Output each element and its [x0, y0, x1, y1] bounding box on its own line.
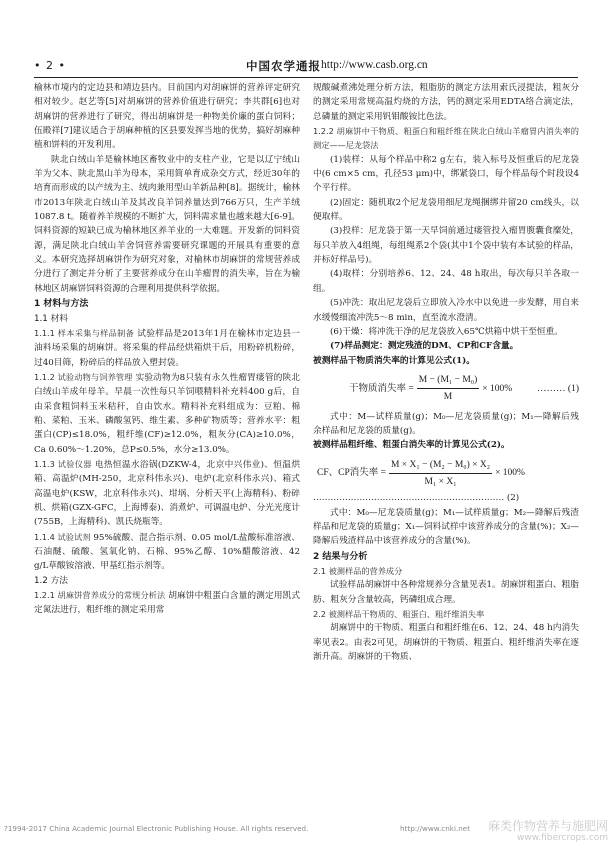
subhead-animals: 1.1.2 试验动物与饲养管理 — [34, 371, 133, 382]
step-loading: (1)装样：从每个样品中称2 g左右，装入标号及恒重后的尼龙袋中(6 cm×5 cm，孔径53 μm)中，绑紧袋口，每个样品每个时段设4个平行样。 — [313, 154, 579, 194]
formula2-note: 式中：M₀—尼龙袋质量(g)；M₁—试样质量g；M₂—降解后残渣样品和尼龙袋的质量g；X₁—饲料试样中该营养成分的含量(%)；X₂—降解后残渣样品中该营养成分的含量(%)。 — [313, 507, 579, 547]
subhead-disappearance-rate: 2.2 被测样品干物质的、粗蛋白、粗纤维消失率 — [313, 609, 485, 620]
formula1-intro: 被测样品干物质消失率的计算见公式(1)。 — [313, 355, 475, 366]
paragraph-nutrient-composition: 试验样品胡麻饼中各种常规养分含量见表1。胡麻饼粗蛋白、粗脂肪、粗灰分含量较高，钙磷组成合理。 — [313, 580, 579, 605]
formula2-number: ………………………………………………………… (2) — [313, 493, 520, 504]
subhead-nylon-bag-method: 1.2.2 胡麻饼中干物质、粗蛋白和粗纤维在陕北白绒山羊瘤胃内消失率的测定——尼龙袋法 — [313, 126, 579, 151]
journal-name: 中国农学通报 — [246, 59, 321, 73]
site-watermark — [488, 820, 608, 843]
subhead-sample-collection: 1.1.1 样本采集与样品制备 — [34, 327, 135, 338]
step-sampling: (4)取样：分别培养6、12、24、48 h取出，每次每只羊各取一组。 — [313, 269, 579, 294]
body-routine-analysis: 胡麻饼中粗蛋白含量的测定用凯式定氮法进行，粗纤维的测定采用常 — [34, 591, 301, 616]
subhead-reagents: 1.1.4 试验试剂 — [34, 531, 91, 542]
formula2-lhs: CF、CP消失率 = — [317, 468, 386, 479]
journal-url[interactable]: http://www.casb.org.cn — [321, 59, 428, 71]
formula1-numerator: M − (M₁ − M₀) — [417, 373, 480, 389]
formula1-number: ……… (1) — [537, 383, 579, 394]
subhead-instruments: 1.1.3 试验仪器 — [34, 458, 92, 469]
paragraph-sample-collection — [34, 326, 300, 370]
formula1-lhs: 干物质消失率 = — [349, 383, 414, 394]
header-rule — [34, 77, 578, 78]
formula2-denominator: M₁ × X₁ — [424, 476, 457, 487]
paragraph-disappearance-rate: 胡麻饼中的干物质、粗蛋白和粗纤维在6、12、24、48 h内消失率见表2。由表2可见，胡麻饼的干物质、粗蛋白、粗纤维消失率在逐渐升高。胡麻饼的干物质、 — [313, 623, 579, 663]
formula2-tail: × 100% — [495, 468, 525, 479]
formula1-note: 式中：M—试样质量(g)；M₀—尼龙袋质量(g)；M₁—降解后残余样品和尼龙袋的质量(g)。 — [313, 411, 579, 436]
watermark-en: www.fibercrops.com — [517, 833, 608, 843]
step-drying: (6)干燥：将冲洗干净的尼龙袋放入65℃烘箱中烘干至恒重。 — [330, 326, 563, 337]
formula1-fraction — [417, 373, 480, 405]
paragraph-routine-analysis-continued: 规酸碱煮沸处理分析方法，粗脂肪的测定方法用索氏浸提法，粗灰分的测定采用常规高温灼烧的方法，钙的测定采用EDTA络合滴定法，总磷量的测定采用钒钼酸铵比色法。 — [313, 83, 579, 122]
paragraph-animals — [34, 370, 300, 457]
subhead-nutrient-composition: 2.1 被测样品的营养成分 — [313, 566, 403, 576]
copyright-notice: ?1994-2017 China Academic Journal Electronic Publishing House. All rights reserved. — [4, 824, 309, 833]
left-column — [34, 81, 300, 618]
section-heading-results: 2 结果与分析 — [313, 551, 368, 562]
formula1-tail: × 100% — [482, 383, 513, 394]
formula-cf-cp — [313, 458, 579, 490]
section-heading-materials-methods: 1 材料与方法 — [34, 299, 89, 310]
subhead-routine-analysis: 1.2.1 胡麻饼营养成分的常规分析法 — [34, 590, 166, 601]
intro-paragraph-goat: 陕北白绒山羊是榆林地区畜牧业中的支柱产业，它是以辽宁绒山羊为父本、陕北黑山羊为母本，采用简单育成杂交方式，经近30年的培育而形成的以产绒为主、绒肉兼用型山羊新品种[8]。据统计，榆林市2013年陕北白绒山羊及其改良羊饲养量达到766万只，生产羊绒1087.8 t。随着养羊规模的不断扩大，饲料需求量也越来越大[6-9]。饲料资源的短缺已成为榆林地区养羊业的一大难题。开发新的饲料资源，满足陕北白绒山羊舍饲营养需要研究课题的开展具有重要的意义。本研究选择胡麻饼作为研究对象，对榆林市胡麻饼的常规营养成分进行了测定并分析了主要营养成分在山羊瘤胃的消失率，旨在为榆林地区胡麻饼饲料资源的合理利用提供科学依据。 — [34, 154, 300, 294]
subsection-heading-methods: 1.2 方法 — [34, 575, 68, 586]
formula-dry-matter — [313, 373, 579, 405]
formula2-fraction — [389, 458, 492, 490]
body-instruments: 电热恒温水浴锅(DZKW-4，北京中兴伟业)、恒温烘箱、高温炉(MH-250，北京科伟永兴)、电炉(北京科伟永兴)、箱式高温电炉(KSW，北京科伟永兴)、坩埚、分析天平(上海精科)、粉碎机、烘箱(GZX-GFC，上海博泰)、消煮炉、可调温电炉、分光光度计(755B，上海精科)、凯氏烧瓶等。 — [34, 459, 301, 528]
running-header — [34, 58, 578, 76]
paragraph-routine-analysis — [34, 588, 300, 618]
subsection-heading-materials: 1.1 材料 — [34, 313, 68, 324]
right-column — [313, 81, 579, 664]
page-number: • 2 • — [34, 59, 66, 72]
body-sample-collection: 试验样品是2013年1月在榆林市定边县一油料场采集的胡麻饼。将采集的样品经烘箱烘干后，用粉碎机粉碎，过40目筛，粉碎后的样品放入塑封袋。 — [34, 328, 301, 368]
paragraph-instruments — [34, 457, 300, 530]
step-measuring: (7)样品测定：测定残渣的DM、CP和CF含量。 — [330, 341, 519, 352]
formula1-denominator: M — [443, 392, 453, 403]
body-animals: 实验动物为8只装有永久性瘤胃瘘管的陕北白绒山羊成年母羊。早晨一次性每只羊饲喂精料补充料400 g后，自由采食粗饲料玉米秸秆，自由饮水。精料补充料组成为：豆粕、棉粕、菜粕、玉米、磷酸氢钙、维生素、多种矿物质等；营养水平：粗蛋白(CP)≤18.0%，粗纤维(CF)≥12.0%，粗灰分(CA)≥10.0%，Ca 0.60%～1.20%，总P≤0.5%，水分≥13.0%。 — [34, 372, 301, 455]
formula2-intro: 被测样品粗纤维、粗蛋白消失率的计算见公式(2)。 — [313, 440, 510, 451]
cnki-link[interactable]: http://www.cnki.net — [400, 824, 471, 833]
intro-paragraph-continued: 榆林市境内的定边县和靖边县内。目前国内对胡麻饼的营养评定研究相对较少。赵艺等[5]对胡麻饼的营养价值进行研究；李共群[6]也对胡麻饼的营养进行了研究，得出胡麻饼是一种物美价廉的蛋白饲料；伍殿祥[7]建议适合于胡麻种植的区县要发挥当地的优势，搞好胡麻种植和饼料的开发利用。 — [34, 83, 300, 151]
step-placing: (3)投样：尼龙袋于第一天早饲前通过瘘管投入瘤胃腹囊食糜处，每只羊放入4组绳，每组绳系2个袋(其中1个袋中装有本试验的样品，并标好样品号)。 — [313, 226, 579, 266]
formula2-numerator: M × X₁ − (M₂ − M₀) × X₂ — [389, 458, 492, 474]
watermark-cn: 麻类作物营养与施肥网 — [487, 819, 608, 833]
step-fixing: (2)固定：随机取2个尼龙袋用细尼龙绳捆绑并留20 cm线头，以便取样。 — [313, 197, 579, 223]
step-rinsing: (5)冲洗：取出尼龙袋后立即放入冷水中以免进一步发酵，用自来水缓慢细流冲洗5～8 min，直至流水澄清。 — [313, 298, 579, 323]
body-reagents: 95%硫酸、混合指示剂、0.05 mol/L盐酸标准溶液、石油醚、硫酸、氢氧化钠、石棉、95%乙醇、10%醋酸溶液、42 g/L草酸铵溶液、甲基红指示剂等。 — [34, 532, 301, 572]
paragraph-reagents — [34, 530, 300, 574]
